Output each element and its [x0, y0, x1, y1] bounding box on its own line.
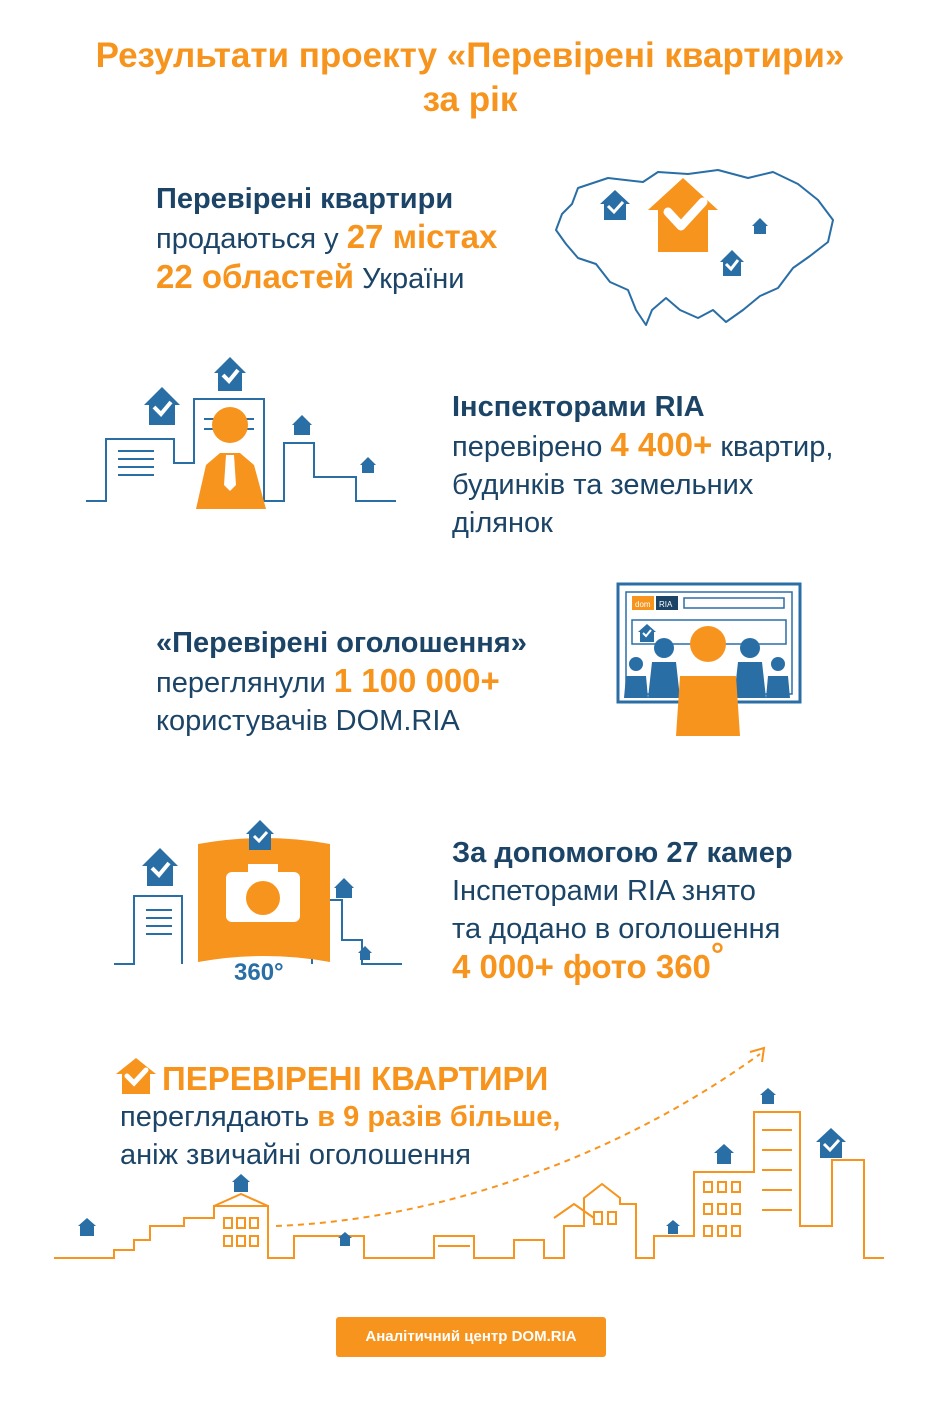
website-viewers-illustration [616, 582, 802, 738]
growth-skyline-illustration [54, 1040, 890, 1270]
house-check-large-icon [648, 178, 718, 252]
camera-icon [226, 864, 300, 922]
title-line-2: за рік [422, 80, 518, 119]
section-photos-line2: Інспеторами RIA знято [452, 875, 756, 907]
screen-logo-dom: dom [635, 600, 651, 609]
house-check-icon [714, 1144, 734, 1164]
section-cities-country: України [362, 263, 465, 295]
section-inspected-text: перевірено [452, 431, 603, 463]
section-popularity-text: переглядають [120, 1101, 310, 1133]
section-views-count: 1 100 000+ [333, 662, 500, 699]
house-check-icon [246, 820, 274, 850]
house-check-icon [720, 250, 744, 276]
house-check-icon [600, 190, 630, 220]
inspector-city-illustration [84, 355, 404, 515]
section-inspected-heading: Інспекторами RIA [452, 391, 705, 423]
house-check-icon [142, 848, 178, 886]
section-views [156, 624, 527, 740]
camera-360-illustration [112, 818, 412, 988]
screen-logo-ria: RIA [659, 600, 673, 609]
section-views-text: переглянули [156, 667, 326, 699]
section-views-heading: «Перевірені оголошення» [156, 627, 527, 659]
section-photos-line3: та додано в оголошення [452, 913, 781, 945]
house-check-icon [338, 1232, 352, 1246]
house-check-icon [334, 878, 354, 898]
house-check-icon [360, 457, 376, 473]
house-check-icon [214, 357, 246, 391]
section-inspected [452, 388, 833, 542]
house-check-icon [144, 387, 180, 425]
house-check-icon [816, 1128, 846, 1158]
section-photos-heading: За допомогою 27 камер [452, 837, 793, 869]
section-cities-count: 27 містах [346, 218, 498, 255]
section-cities-text: продаються у [156, 223, 339, 255]
section-photos-degree: ° [710, 936, 725, 973]
house-check-icon [232, 1174, 250, 1192]
section-photos [452, 834, 793, 988]
section-inspected-unit: квартир, [720, 431, 834, 463]
house-check-icon [292, 415, 312, 435]
section-inspected-line4: ділянок [452, 507, 553, 539]
section-popularity-heading: ПЕРЕВІРЕНІ КВАРТИРИ [162, 1060, 549, 1097]
house-check-icon [666, 1220, 680, 1234]
footer-source-badge: Аналітичний центр DOM.RIA [336, 1317, 606, 1357]
section-cities-heading: Перевірені квартири [156, 183, 454, 215]
house-check-icon [358, 946, 372, 960]
ukraine-map-illustration [548, 160, 848, 335]
building-windows [224, 1130, 792, 1246]
section-photos-count: 4 000+ фото 360 [452, 948, 711, 985]
section-inspected-count: 4 400+ [610, 426, 713, 463]
section-popularity-line3: аніж звичайні оголошення [120, 1139, 471, 1171]
page-title [0, 34, 940, 122]
section-popularity-highlight: в 9 разів більше, [317, 1101, 561, 1133]
house-check-icon [78, 1218, 96, 1236]
section-regions-count: 22 областей [156, 258, 355, 295]
section-inspected-line3: будинків та земельних [452, 469, 754, 501]
camera-360-label: 360° [234, 959, 284, 986]
title-line-1: Результати проекту «Перевірені квартири» [95, 36, 845, 75]
section-views-line3: користувачів DOM.RIA [156, 705, 460, 737]
house-check-icon [760, 1088, 776, 1104]
house-check-icon [752, 218, 768, 234]
section-cities [156, 180, 497, 298]
